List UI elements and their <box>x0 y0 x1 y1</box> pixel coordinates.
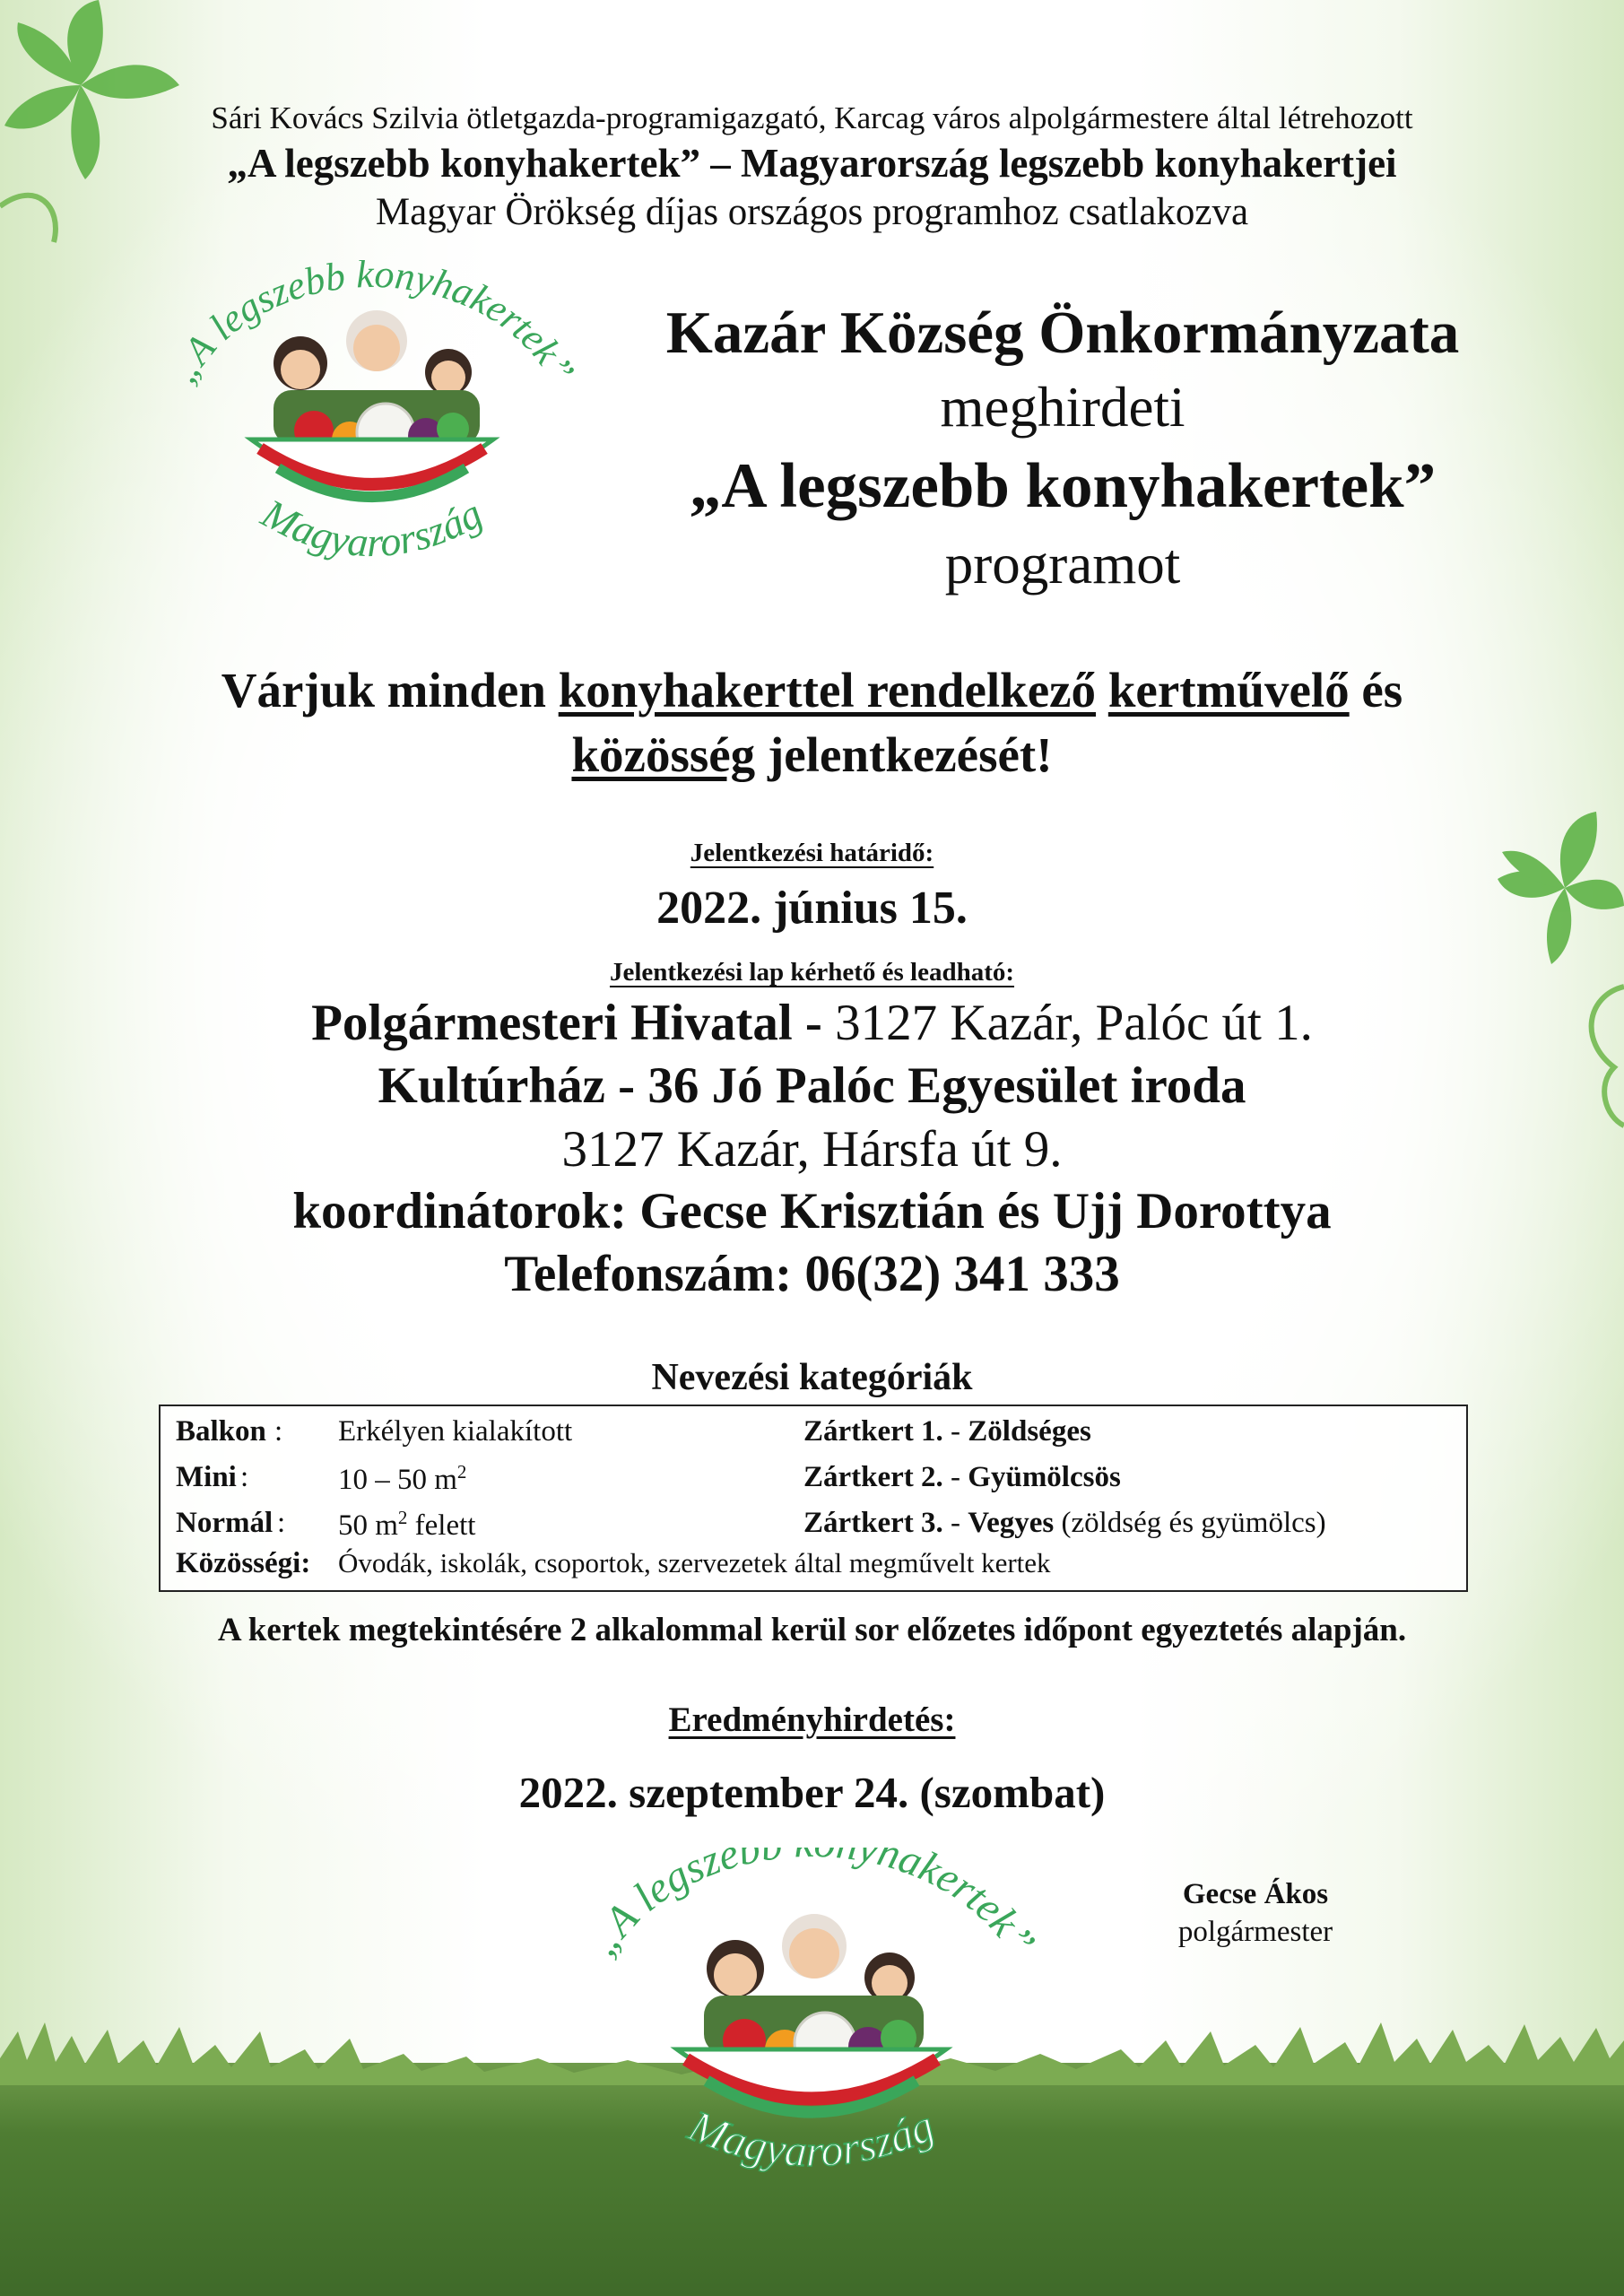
office-address <box>0 994 1624 1052</box>
program-name: „A legszebb konyhakertek” <box>689 451 1437 521</box>
categories-table: Balkon : Erkélyen kialakított Mini : 10 – 50 $m^2$ Normál : 50 $m^2$ felett Zártkert 1. - Zöldséges Zártkert 2. - Gyümölcsös Zártkert 3. - Vegyes (zöldség és gyümölcs) Közösségi: Óvodák, iskolák, csoportok, szervezetek által megművelt kertek <box>159 1405 1468 1592</box>
program-word: programot <box>944 533 1181 596</box>
category-name: Normál <box>176 1507 274 1539</box>
deadline-date: 2022. június 15. <box>656 883 968 934</box>
header-program-title: „A legszebb konyhakertek” – Magyarország legszebb konyhakertjei <box>227 141 1397 186</box>
office-name: Polgármesteri Hivatal - <box>311 995 822 1051</box>
category-desc: Erkélyen kialakított <box>338 1415 573 1448</box>
category-desc: 50 $m^2$ felett <box>338 1507 476 1542</box>
logo-country-text: Magyarország <box>254 490 491 566</box>
call-line-2 <box>0 726 1624 783</box>
category-name: Mini <box>176 1461 237 1493</box>
category-zartkert: Zártkert 3. - Vegyes (zöldség és gyümölcs) <box>803 1507 1326 1539</box>
call-text: és <box>1361 663 1403 718</box>
culture-house: Kultúrház - 36 Jó Palóc Egyesület iroda <box>378 1057 1246 1114</box>
phone-number: Telefonszám: 06(32) 341 333 <box>504 1246 1120 1302</box>
category-desc: Óvodák, iskolák, csoportok, szervezetek által megművelt kertek <box>338 1547 1051 1578</box>
call-underlined-text: közösség <box>571 727 756 782</box>
visit-note: A kertek megtekintésére 2 alkalommal kerül sor előzetes időpont egyeztetés alapján. <box>217 1612 1407 1648</box>
categories-title: Nevezési kategóriák <box>651 1357 973 1398</box>
signatory-name: Gecse Ákos <box>1182 1878 1329 1910</box>
logo-arc-text: „A legszebb konyhakertek” <box>161 260 584 391</box>
call-underlined-text: kertművelő <box>1107 663 1350 718</box>
call-line-1 <box>0 662 1624 718</box>
announce-verb: meghirdeti <box>940 376 1185 439</box>
category-name: Közösségi: <box>176 1547 311 1579</box>
program-logo-bottom <box>565 1848 1058 2206</box>
call-underlined-text: konyhakerttel rendelkező <box>558 663 1097 718</box>
header-heritage-line: Magyar Örökség díjas országos programhoz csatlakozva <box>375 191 1249 233</box>
results-date: 2022. szeptember 24. (szombat) <box>518 1768 1106 1817</box>
logo-country-text: Magyarország <box>682 2100 942 2177</box>
organizer-name: Kazár Község Önkormányzata <box>665 300 1460 366</box>
category-desc: 10 – 50 $m^2$ <box>338 1461 467 1496</box>
coordinators: koordinátorok: Gecse Krisztián és Ujj Dorottya <box>292 1183 1332 1239</box>
form-location-label: Jelentkezési lap kérhető és leadható: <box>609 958 1015 987</box>
deadline-label: Jelentkezési határidő: <box>690 839 934 867</box>
office-street: 3127 Kazár, Palóc út 1. <box>835 995 1313 1051</box>
header-creator-line: Sári Kovács Szilvia ötletgazda-programigazgató, Karcag város alpolgármestere által létrehozott <box>211 100 1413 135</box>
category-name: Balkon <box>176 1415 266 1448</box>
program-logo-top <box>143 260 601 601</box>
call-text: jelentkezését! <box>767 727 1053 782</box>
category-zartkert: Zártkert 2. - Gyümölcsös <box>803 1461 1121 1493</box>
culture-house-address: 3127 Kazár, Hársfa út 9. <box>561 1121 1063 1178</box>
category-zartkert: Zártkert 1. - Zöldséges <box>803 1415 1091 1448</box>
call-text: Várjuk minden <box>221 663 546 718</box>
logo-arc-text: „A legszeb yhakertek” <box>578 1848 1046 1965</box>
signatory-role: polgármester <box>1177 1916 1333 1948</box>
results-label: Eredményhirdetés: <box>668 1700 956 1739</box>
